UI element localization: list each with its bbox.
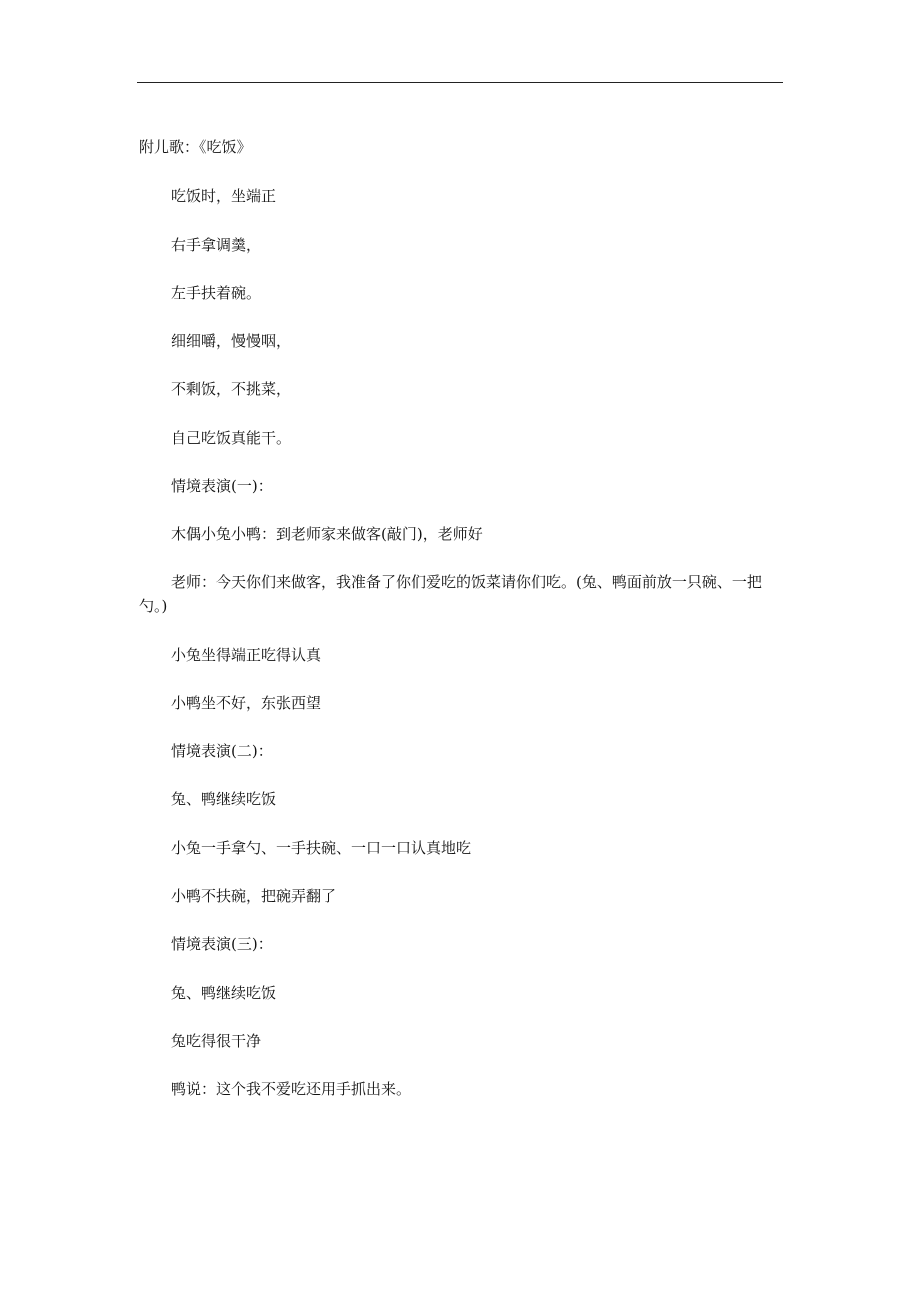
- header-rule: [137, 82, 783, 83]
- rhyme-line-6: 自己吃饭真能干。: [171, 429, 292, 447]
- rhyme-line-4: 细细嚼，慢慢咽，: [171, 332, 292, 350]
- paragraph: 兔、鸭继续吃饭: [171, 790, 277, 808]
- rhyme-line-1: 吃饭时，坐端正: [171, 187, 277, 205]
- paragraph: 兔吃得很干净: [171, 1032, 262, 1050]
- paragraph: 小鸭坐不好，东张西望: [171, 694, 322, 712]
- rhyme-line-5: 不剩饭，不挑菜，: [171, 380, 292, 398]
- paragraph: 鸭说：这个我不爱吃还用手抓出来。: [171, 1080, 412, 1098]
- paragraph: 小兔一手拿勺、一手扶碗、一口一口认真地吃: [171, 839, 472, 857]
- paragraph: 小鸭不扶碗，把碗弄翻了: [171, 887, 337, 905]
- rhyme-heading: 附儿歌：《吃饭》: [139, 138, 252, 156]
- scene-heading-2: 情境表演(二)：: [171, 742, 273, 760]
- scene-heading-1: 情境表演(一)：: [171, 477, 273, 495]
- rhyme-line-3: 左手扶着碗。: [171, 284, 262, 302]
- paragraph-teacher: 老师：今天你们来做客，我准备了你们爱吃的饭菜请你们吃。(兔、鸭面前放一只碗、一把勺。): [139, 573, 762, 615]
- rhyme-line-2: 右手拿调羹，: [171, 236, 262, 254]
- paragraph: 木偶小兔小鸭：到老师家来做客(敲门)，老师好: [171, 525, 483, 543]
- paragraph: 小兔坐得端正吃得认真: [171, 646, 322, 664]
- scene-heading-3: 情境表演(三)：: [171, 935, 273, 953]
- paragraph: 兔、鸭继续吃饭: [171, 984, 277, 1002]
